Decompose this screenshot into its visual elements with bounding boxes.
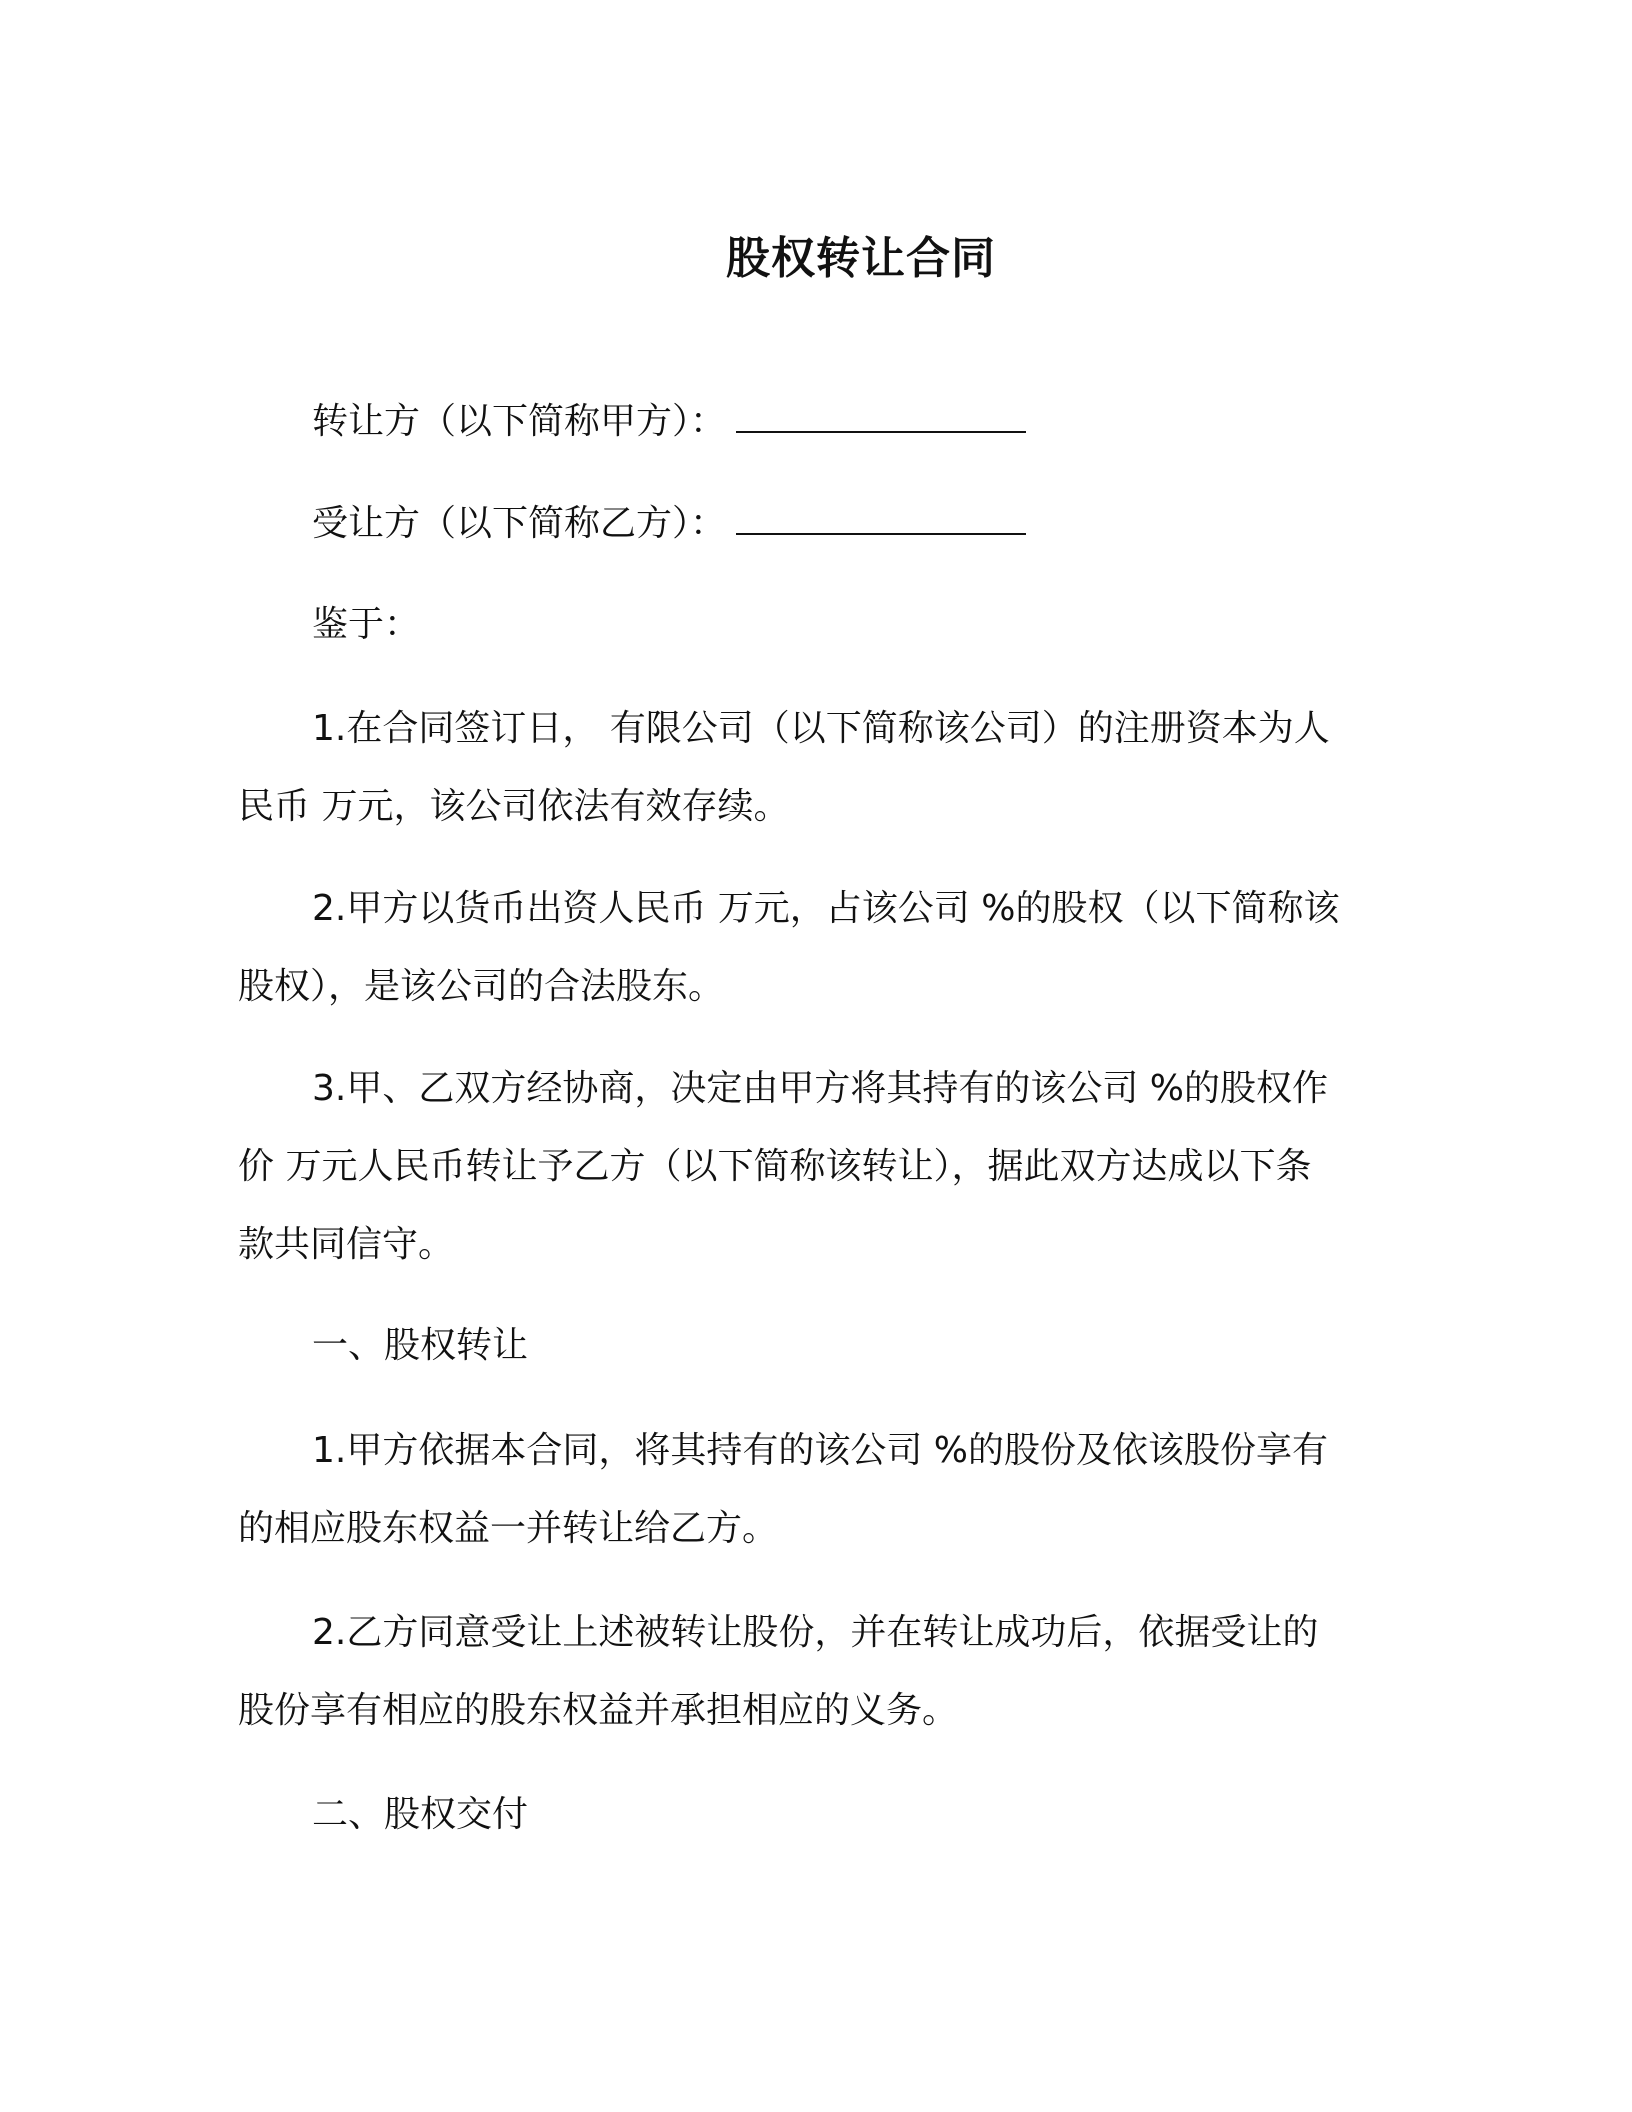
s1-item2-line2: 股份享有相应的股东权益并承担相应的义务。 (238, 1690, 959, 1731)
para3-line3: 款共同信守。 (238, 1224, 455, 1265)
party-b-line (312, 494, 1026, 554)
whereas-heading: 鉴于： (312, 604, 421, 645)
para2-line2: 股权），是该公司的合法股东。 (238, 966, 725, 1007)
para1-line1: 1.在合同签订日， 有限公司（以下简称该公司）的注册资本为人 (312, 708, 1330, 749)
s1-item2-line1: 2.乙方同意受让上述被转让股份，并在转让成功后，依据受让的 (312, 1612, 1319, 1653)
party-a-label: 转让方（以下简称甲方）： (312, 401, 727, 442)
para3-line2: 价 万元人民币转让予乙方（以下简称该转让），据此双方达成以下条 (238, 1146, 1312, 1187)
section2-heading: 二、股权交付 (312, 1794, 529, 1835)
s1-item1-line1: 1.甲方依据本合同，将其持有的该公司 %的股份及依该股份享有 (312, 1430, 1328, 1471)
party-b-blank (736, 495, 1026, 535)
para3-line1: 3.甲、乙双方经协商，决定由甲方将其持有的该公司 %的股权作 (312, 1068, 1328, 1109)
document-title: 股权转让合同 (726, 233, 996, 284)
s1-item1-line2: 的相应股东权益一并转让给乙方。 (238, 1508, 779, 1549)
party-a-line (312, 392, 1026, 452)
section1-heading: 一、股权转让 (312, 1325, 529, 1366)
para2-line1: 2.甲方以货币出资人民币 万元，占该公司 %的股权（以下简称该 (312, 888, 1340, 929)
party-b-label: 受让方（以下简称乙方）： (312, 503, 727, 544)
party-a-blank (736, 393, 1026, 433)
para1-line2: 民币 万元，该公司依法有效存续。 (238, 786, 790, 827)
